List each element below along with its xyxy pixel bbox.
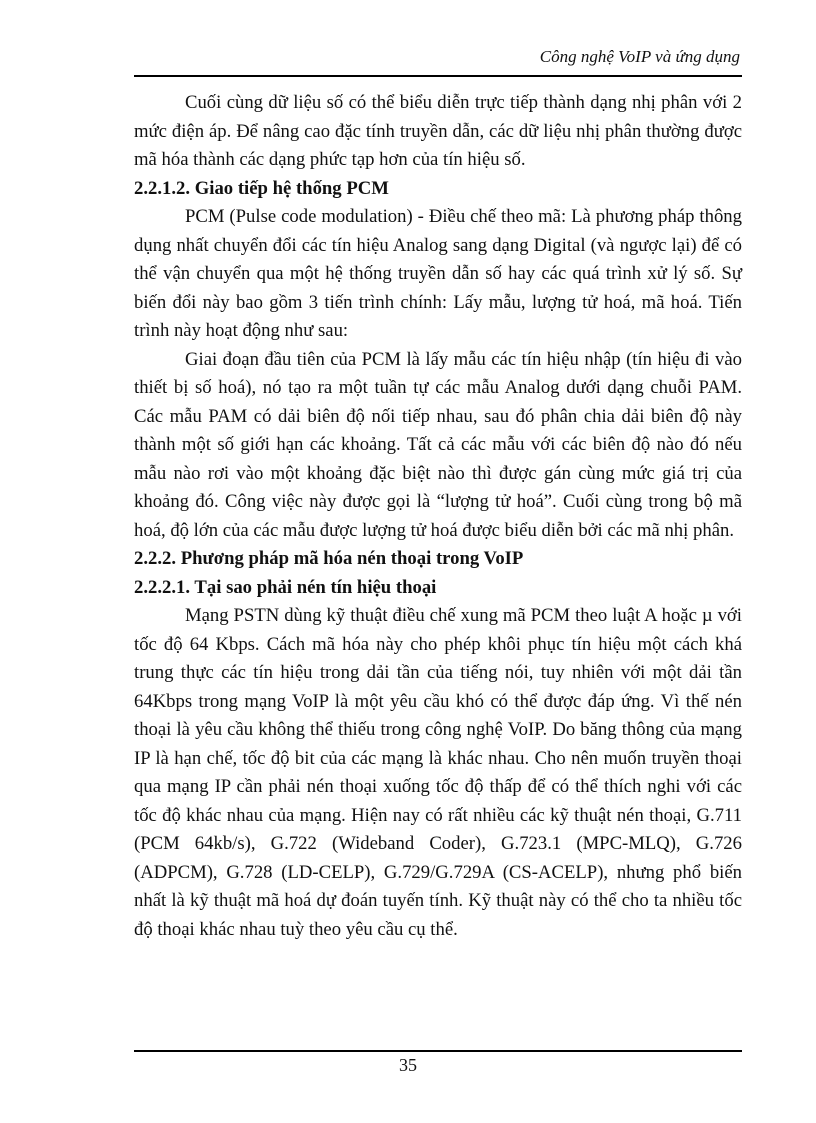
- page-number: 35: [399, 1055, 417, 1075]
- paragraph: PCM (Pulse code modulation) - Điều chế theo mã: Là phương pháp thông dụng nhất chuyển đổi các tín hiệu Analog sang dạng Digital (và ngược lại) để có thể vận chuyển qua một hệ thống truyền dẫn số hay các quá trình xử lý số. Sự biến đổi này bao gồm 3 tiến trình chính: Lấy mẫu, lượng tử hoá, mã hoá. Tiến trình này hoạt động như sau:: [134, 206, 742, 341]
- paragraph: Cuối cùng dữ liệu số có thể biểu diễn trực tiếp thành dạng nhị phân với 2 mức điện áp. Để nâng cao đặc tính truyền dẫn, các dữ liệu nhị phân thường được mã hóa thành các dạng phức tạp hơn của tín hiệu số.: [134, 92, 742, 170]
- header-rule: [134, 75, 742, 77]
- section-heading: 2.2.1.2. Giao tiếp hệ thống PCM: [134, 177, 389, 199]
- paragraph: Mạng PSTN dùng kỹ thuật điều chế xung mã PCM theo luật A hoặc µ với tốc độ 64 Kbps. Cách mã hóa này cho phép khôi phục tín hiệu một cách khá trung thực các tín hiệu trong dải tần của tiếng nói, tuy nhiên với một dải tần 64Kbps trong mạng VoIP là một yêu cầu khó có thể được đáp ứng. Vì thế nén thoại là yêu cầu không thể thiếu trong công nghệ VoIP. Do băng thông của mạng IP là hạn chế, tốc độ bit của các mạng là khác nhau. Cho nên muốn truyền thoại qua mạng IP cần phải nén thoại xuống tốc độ thấp để có thể thích nghi với các tốc độ khác nhau của mạng. Hiện nay có rất nhiều các kỹ thuật nén thoại, G.711 (PCM 64kb/s), G.722 (Wideband Coder), G.723.1 (MPC-MLQ), G.726 (ADPCM), G.728 (LD-CELP), G.729/G.729A (CS-ACELP), nhưng phổ biến nhất là kỹ thuật mã hoá dự đoán tuyến tính. Kỹ thuật này có thể cho ta nhiều tốc độ thoại khác nhau tuỳ theo yêu cầu cụ thể.: [134, 605, 742, 940]
- footer-rule: [134, 1050, 742, 1052]
- section-heading: 2.2.2.1. Tại sao phải nén tín hiệu thoại: [134, 576, 437, 598]
- running-header: Công nghệ VoIP và ứng dụng: [539, 47, 740, 66]
- page-content: [134, 89, 742, 944]
- paragraph: Giai đoạn đầu tiên của PCM là lấy mẫu các tín hiệu nhập (tín hiệu đi vào thiết bị số hoá), nó tạo ra một tuần tự các mẫu Analog dưới dạng chuỗi PAM. Các mẫu PAM có dải biên độ nối tiếp nhau, sau đó phân chia dải biên độ này thành một số giới hạn các khoảng. Tất cả các mẫu với các biên độ nào đó nếu mẫu nào rơi vào một khoảng đặc biệt nào thì được gán cùng mức giá trị của khoảng đó. Công việc này được gọi là “lượng tử hoá”. Cuối cùng trong bộ mã hoá, độ lớn của các mẫu được lượng tử hoá được biểu diễn bởi các mã nhị phân.: [134, 348, 742, 541]
- section-heading: 2.2.2. Phương pháp mã hóa nén thoại trong VoIP: [134, 548, 524, 569]
